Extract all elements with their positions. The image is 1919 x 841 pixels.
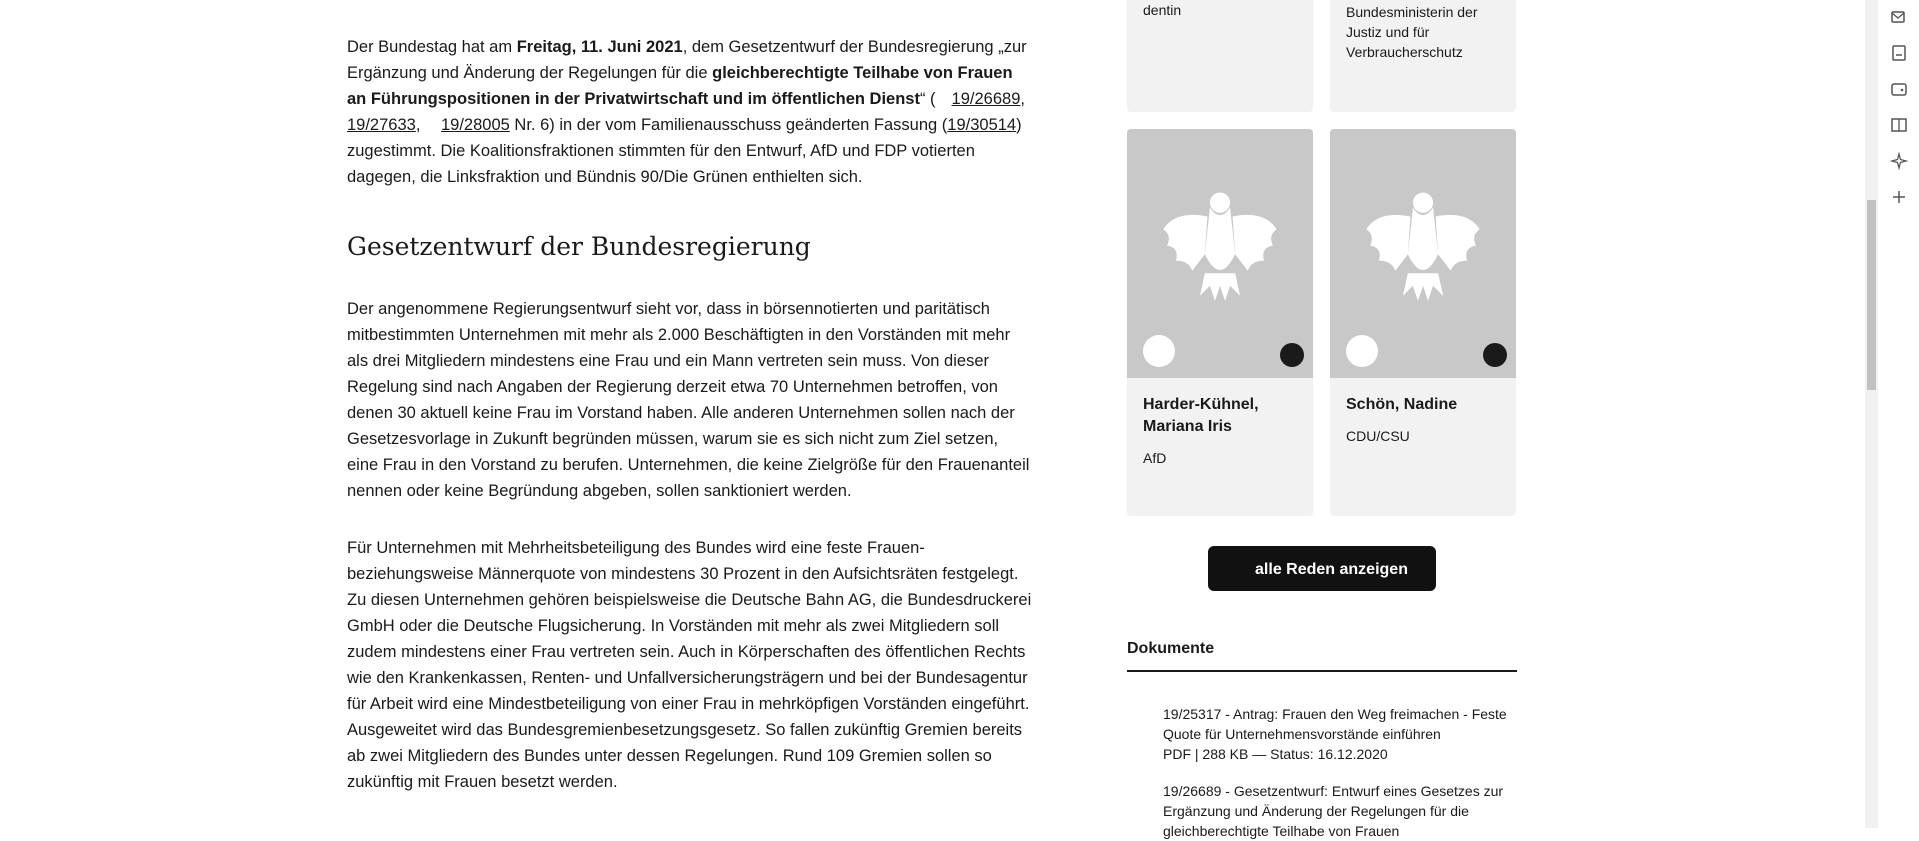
documents-divider [1127,670,1517,672]
intro-text: “ ( [919,90,936,108]
speaker-name: Harder-Kühnel, Mariana Iris [1143,396,1259,435]
favorite-toggle[interactable] [1143,335,1175,367]
doc-link-19-27633[interactable]: 19/27633 [347,116,416,134]
page-scrollbar[interactable] [1865,0,1878,828]
favorite-toggle[interactable] [1346,335,1378,367]
sparkle-icon[interactable] [1890,152,1908,170]
doc-link-19-26689[interactable]: 19/26689 [951,90,1021,108]
play-video-icon[interactable] [1483,343,1507,367]
separator: , [1020,90,1025,108]
scrollbar-thumb[interactable] [1867,200,1876,390]
doc-link-19-28005[interactable]: 19/28005 [441,116,510,134]
mail-icon[interactable] [1890,8,1908,26]
speaker-role: Bundesministerin der Justiz und für Verbraucherschutz [1346,4,1478,60]
speaker-card[interactable] [1127,129,1313,516]
article-paragraph-2: Der angenommene Regierungsentwurf sieht vor, dass in börsennotierten und paritätisch mitbestimmten Unternehmen mit mehr als 2.000 Beschäftigten in den Vorständen mit mehr als drei Mitgliedern mindestens eine Frau und ein Mann vertreten sein muss. Von dieser Regelung sind nach Angaben der Regierung derzeit etwa 70 Unternehmen betroffen, von denen 30 aktuell keine Frau im Vorstand haben. Alle anderen Unternehmen sollen nach der Gesetzesvorlage in Zukunft begründen müssen, warum sie es sich nicht zum Ziel setzen, eine Frau in den Vorstand zu berufen. Unternehmen, die keine Zielgröße für den Frauenanteil nennen oder keine Begründung abgeben, sollen sanktioniert werden. [347,300,1030,500]
documents-heading: Dokumente [1127,640,1215,657]
browser-sidebar [1878,0,1919,828]
article-body [347,34,1032,826]
federal-eagle-icon [1360,185,1486,311]
intro-text: ) zugestimmt. Die Koalitionsfraktionen stimmten für den Entwurf, AfD und FDP votierten dagegen, die Linksfraktion und Bündnis 90/Die Grünen enthielten sich. [347,116,1022,186]
article-intro [347,34,1032,190]
article-paragraph-3: Für Unternehmen mit Mehrheitsbeteiligung des Bundes wird eine feste Frauen- beziehungsweise Männerquote von mindestens 30 Prozent in den Aufsichtsräten festgelegt. Zu diesen Unternehmen gehören beispielsweise die Deutsche Bahn AG, die Bundesdruckerei GmbH oder die Deutsche Flugsicherung. In Vorständen mit mehr als zwei Mitgliedern soll zudem mindestens einer Frau vertreten sein. Auch in Körperschaften des öffentlichen Rechts wie den Krankenkassen, Renten- und Unfallversicherungsträgern und bei der Bundesagentur für Arbeit wird eine Mindestbeteiligung von einer Frau in mehrköpfigen Vorständen eingeführt. Ausgeweitet wird das Bundesgremienbesetzungsgesetz. So fallen zukünftig Gremien bereits ab zwei Mitgliedern des Bundes unter dessen Regelungen. Rund 109 Gremien sollen so zukünftig mit Frauen besetzt werden. [347,539,1032,791]
intro-bold: gleichberechtigte Teilhabe von Frauen an Führungspositionen in der Privatwirtschaft und im öffentlichen Dienst [347,64,1013,108]
intro-date: Freitag, 11. Juni 2021 [516,38,683,56]
speaker-card-partial-right[interactable] [1330,0,1516,112]
save-icon[interactable] [1890,44,1908,62]
document-item[interactable] [1163,704,1513,764]
document-item[interactable] [1163,781,1513,841]
doc-link-19-30514[interactable]: 19/30514 [947,116,1017,134]
document-title: 19/26689 - Gesetzentwurf: Entwurf eines Gesetzes zur Ergänzung und Änderung der Regelungen für die gleichberechtigte Teilhabe von Frauen [1163,783,1504,839]
document-title: 19/25317 - Antrag: Frauen den Weg freimachen - Feste Quote für Unternehmensvorstände einführen [1163,706,1507,742]
speaker-party: AfD [1143,450,1167,466]
federal-eagle-icon [1157,185,1283,311]
section-heading: Gesetzentwurf der Bundesregierung [347,232,811,261]
separator: , [415,116,425,134]
reader-icon[interactable] [1890,116,1908,134]
plus-icon[interactable] [1890,188,1908,206]
intro-text: Nr. 6) in der vom Familienausschuss geänderten Fassung ( [509,116,948,134]
speaker-card[interactable] [1330,129,1516,516]
speaker-portrait [1127,129,1313,378]
document-meta: PDF | 288 KB — Status: 16.12.2020 [1163,746,1388,762]
play-video-icon[interactable] [1280,343,1304,367]
speaker-role: dentin [1143,2,1182,18]
intro-text: , dem Gesetzentwurf der Bundesregierung „zur Ergänzung und Änderung der Regelungen für die [347,38,1027,82]
intro-text: Der Bundestag hat am [347,38,517,56]
show-all-speeches-button[interactable]: alle Reden anzeigen [1208,546,1436,591]
speaker-card-partial-left[interactable] [1127,0,1313,112]
speaker-party: CDU/CSU [1346,428,1410,444]
wallet-icon[interactable] [1890,80,1908,98]
speaker-name: Schön, Nadine [1346,396,1458,413]
speaker-portrait [1330,129,1516,378]
